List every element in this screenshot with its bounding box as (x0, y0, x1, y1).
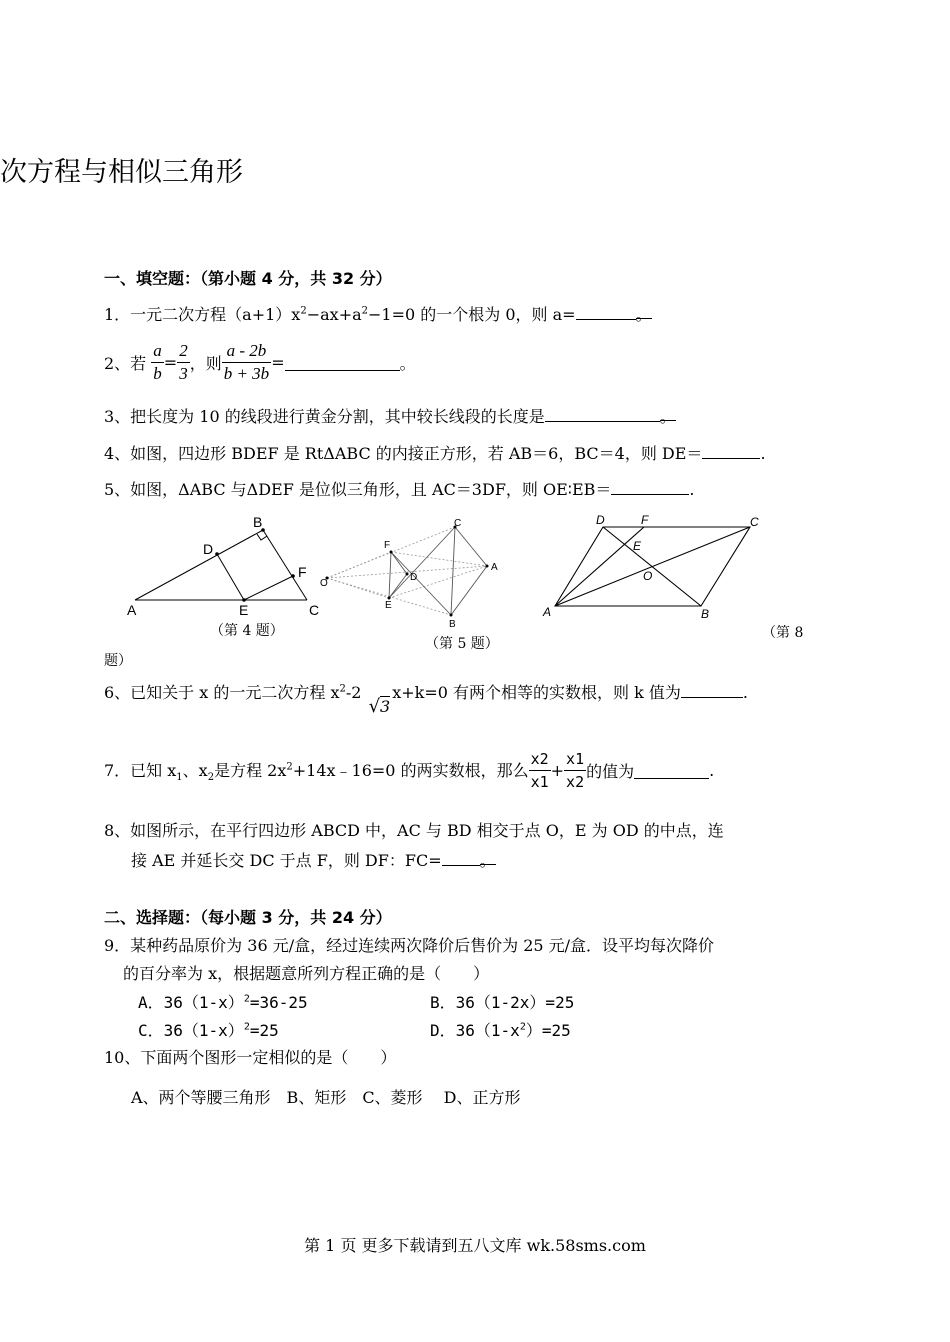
figure-5 (315, 512, 515, 632)
fraction-expression: $\frac{a - 2b}{b + 3b}$ (223, 341, 270, 383)
label-B: B (449, 619, 456, 630)
label-B: B (253, 514, 263, 530)
label-F: F (298, 564, 307, 580)
answer-blank (681, 681, 743, 698)
answer-blank (576, 303, 636, 320)
question-7: 7．已知 $x_1$、$x_2$是方程 $2x^2+14x﹣16=0$ 的两实数根，那么 $\frac{x2}{x1}$ + $\frac{x1}{x2}$ 的值为 . (104, 750, 715, 791)
option-9C: C．$36(1-x)^2=25$ (138, 1021, 279, 1040)
question-5: 5、如图，ΔABC 与ΔDEF 是位似三角形，且 AC＝3DF，则 OE∶EB＝ . (104, 480, 695, 499)
label-C: C (309, 602, 320, 618)
question-4: 4、如图，四边形 BDEF 是 RtΔABC 的内接正方形，若 AB＝6，BC＝4，则 DE＝ . (104, 444, 766, 463)
label-C: C (454, 518, 462, 529)
fraction-x1-x2: $\frac{x1}{x2}$ (566, 750, 585, 791)
answer-blank (545, 405, 660, 422)
label-E: E (239, 602, 249, 618)
label-C: C (750, 515, 759, 529)
figure-4 (120, 510, 340, 625)
label-O: O (320, 578, 328, 589)
figure-4-caption: （第 4 题） (210, 623, 284, 639)
label-E: E (633, 539, 642, 553)
option-9A: A．$36(1-x)^2=36-25$ (138, 993, 308, 1012)
label-B: B (701, 607, 710, 621)
section1-heading: 一、填空题：（第小题 4 分，共 32 分） (104, 269, 392, 288)
fraction-x2-x1: $\frac{x2}{x1}$ (530, 750, 549, 791)
question-9-line2: 的百分率为 x，根据题意所列方程正确的是（ ） (123, 964, 490, 983)
label-D: D (410, 572, 418, 583)
question-1: 1．一元二次方程$(a+1)x^2-ax+a^2-1=0$ 的一个根为 0，则 a= 。 (104, 302, 652, 325)
question-9-line1: 9．某种药品原价为 36 元/盒，经过连续两次降价后售价为 25 元/盒．设平均每次降价 (104, 936, 715, 955)
question-10-options: A、两个等腰三角形 B、矩形 C、菱形 D、正方形 (131, 1088, 521, 1107)
figure-5-caption: （第 5 题） (425, 636, 499, 652)
figure-8-caption: （第 8 (762, 625, 804, 641)
figure-8-caption-cont: 题） (104, 653, 132, 669)
question-8-line1: 8、如图所示，在平行四边形 ABCD 中，AC 与 BD 相交于点 O，E 为 OD 的中点，连 (104, 821, 724, 840)
sqrt-3: √3 (368, 696, 391, 717)
answer-blank (702, 442, 760, 459)
section2-heading: 二、选择题：（每小题 3 分，共 24 分） (104, 908, 392, 927)
question-2: 2、若 $\frac{a}{b}$ = $\frac{2}{3}$ ，则 $\frac{a - 2b}{b + 3b}$ = 。 (104, 341, 416, 383)
question-6: 6、已知关于 x 的一元二次方程 $x^2-2$ √3x+k=0 有两个相等的实数根，则 k 值为 . (104, 683, 748, 717)
label-D: D (596, 513, 605, 527)
label-E: E (385, 600, 392, 611)
label-F: F (384, 540, 391, 551)
answer-blank (285, 354, 400, 371)
label-D: D (203, 541, 214, 557)
label-F: F (641, 513, 649, 527)
answer-blank (442, 849, 480, 866)
option-9D: D．$36(1-x^2)=25$ (430, 1021, 571, 1040)
answer-blank (611, 478, 689, 495)
label-A: A (543, 605, 552, 619)
label-A: A (491, 562, 498, 573)
question-10-line1: 10、下面两个图形一定相似的是（ ） (104, 1048, 397, 1067)
fraction-a-b: $\frac{a}{b}$ (153, 341, 162, 383)
question-3: 3、把长度为 10 的线段进行黄金分割，其中较长线段的长度是 。 (104, 404, 676, 427)
figure-8 (538, 508, 778, 623)
label-O: O (643, 569, 653, 583)
page-title: 次方程与相似三角形 (0, 157, 243, 188)
label-A: A (127, 602, 137, 618)
page-footer: 第 1 页 更多下载请到五八文库 wk.58sms.com (304, 1236, 646, 1255)
answer-blank (634, 762, 709, 779)
fraction-2-3: $\frac{2}{3}$ (179, 341, 188, 383)
question-8-line2: 接 AE 并延长交 DC 于点 F，则 DF：FC= 。 (131, 848, 496, 871)
option-9B: B．36（1-2x）=25 (430, 993, 575, 1012)
